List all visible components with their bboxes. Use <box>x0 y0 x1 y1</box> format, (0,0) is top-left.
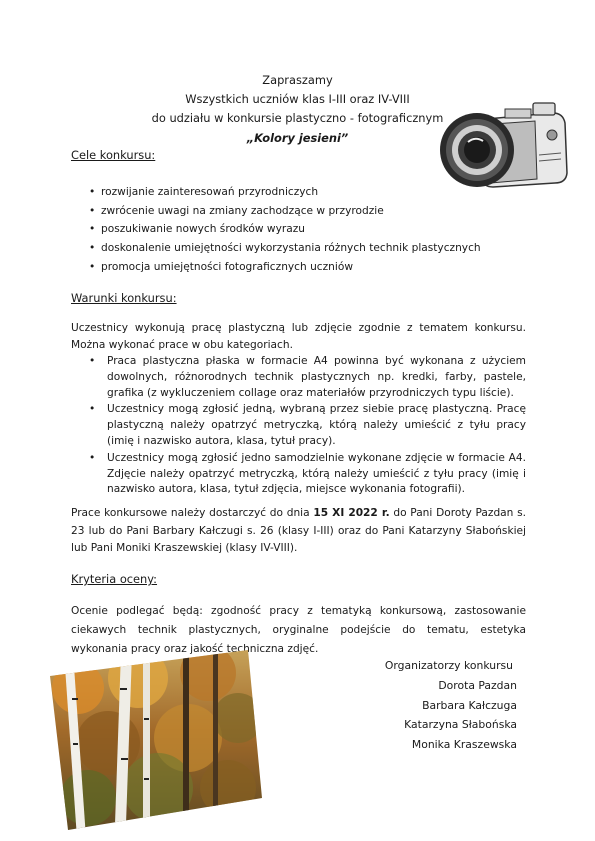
organizer-name: Monika Kraszewska <box>411 738 517 752</box>
list-item: • poszukiwanie nowych środków wyrazu <box>71 220 511 239</box>
delivery-text-before: Prace konkursowe należy dostarczyć do dnia <box>71 507 314 519</box>
conditions-list <box>71 354 526 499</box>
list-item: • promocja umiejętności fotograficznych uczniów <box>71 258 511 277</box>
organizer-name: Katarzyna Słabońska <box>404 718 517 732</box>
autumn-forest-photo <box>48 648 264 831</box>
organizer-name: Barbara Kałczuga <box>422 698 517 712</box>
list-item: • zwrócenie uwagi na zmiany zachodzące w przyrodzie <box>71 202 511 221</box>
organizer-name: Dorota Pazdan <box>438 678 517 692</box>
goals-list <box>71 183 511 276</box>
organizers-heading: Organizatorzy konkursu <box>384 659 513 672</box>
delivery-date: 15 XI 2022 r. <box>313 507 390 519</box>
contest-title: „Kolory jesieni” <box>246 131 349 145</box>
list-item: • Praca plastyczna płaska w formacie A4 powinna być wykonana z użyciem dowolnych, różnorodnych technik plastycznych np. kredki, farby, pastele, grafika (z wykluczeniem collage oraz materiałów przyrodniczych typu liście). <box>71 354 526 401</box>
criteria-heading: Kryteria oceny: <box>71 572 158 586</box>
organizers-block <box>317 656 517 755</box>
camera-icon <box>435 95 570 195</box>
invite-line: Zapraszamy <box>262 73 333 87</box>
audience-line: Wszystkich uczniów klas I-III oraz IV-VIII <box>185 92 410 106</box>
list-item: • Uczestnicy mogą zgłosić jedną, wybraną przez siebie pracę plastyczną. Pracę plastyczną należy opatrzyć metryczką, którą należy umieścić z tyłu pracy (imię i nazwisko autora, klasa, tytuł pracy). <box>71 402 526 449</box>
list-item: • doskonalenie umiejętności wykorzystania różnych technik plastycznych <box>71 239 511 258</box>
criteria-text: Ocenie podlegać będą: zgodność pracy z tematyką konkursową, zastosowanie ciekawych technik plastycznych, oryginalne podejście do tematu, estetyka wykonania pracy oraz jakość techniczna zdjęć. <box>71 605 526 655</box>
list-item: • rozwijanie zainteresowań przyrodniczych <box>71 183 511 202</box>
goals-heading: Cele konkursu: <box>71 148 156 162</box>
delivery-paragraph <box>71 505 526 558</box>
conditions-heading: Warunki konkursu: <box>71 291 177 305</box>
delivery-text-after: do Pani Doroty Pazdan s. 23 lub do Pani Barbary Kałczugi s. 26 (klasy I-III) oraz do Pani Katarzyny Słabońskiej lub Pani Moniki Kraszewskiej (klasy IV-VIII). <box>71 507 526 554</box>
conditions-intro: Uczestnicy wykonują pracę plastyczną lub zdjęcie zgodnie z tematem konkursu. Można wykonać prace w obu kategoriach. <box>71 322 526 351</box>
list-item: • Uczestnicy mogą zgłosić jedno samodzielnie wykonane zdjęcie w formacie A4. Zdjęcie należy opatrzyć metryczką, którą należy umieścić z tyłu pracy (imię i nazwisko autora, klasa, tytuł zdjęcia, miejsce wykonania fotografii). <box>71 451 526 498</box>
contest-line: do udziału w konkursie plastyczno - fotograficznym <box>151 111 444 125</box>
